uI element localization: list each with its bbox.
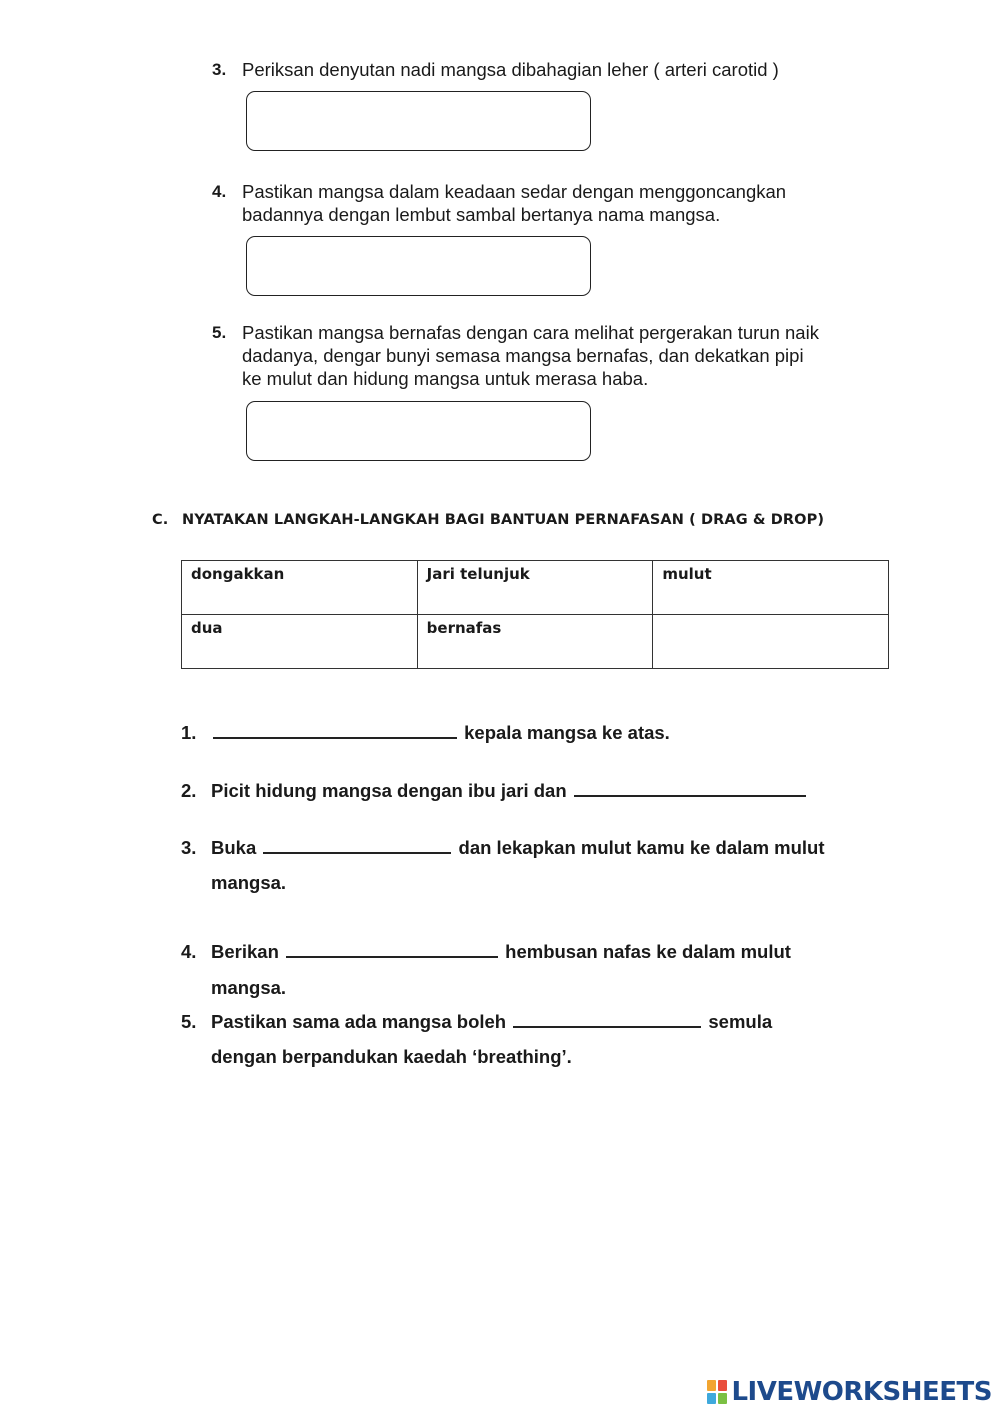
item-text-before: Berikan <box>211 941 279 962</box>
question-4-line-1: Pastikan mangsa dalam keadaan sedar dengan menggoncangkan <box>242 181 787 202</box>
logo-block <box>707 1380 716 1391</box>
word-bank-cell[interactable]: mulut <box>653 561 889 615</box>
logo-block <box>718 1380 727 1391</box>
question-5-text <box>242 321 819 390</box>
question-number: 5. <box>212 323 227 342</box>
question-5 <box>212 323 226 343</box>
item-text-before: Picit hidung mangsa dengan ibu jari dan <box>211 780 567 801</box>
fill-item-4-continuation: mangsa. <box>211 977 287 998</box>
answer-drop-box-5[interactable] <box>246 401 591 461</box>
question-3 <box>212 60 226 80</box>
item-text-after: hembusan nafas ke dalam mulut <box>505 941 791 962</box>
word-bank-cell[interactable]: dua <box>182 615 418 669</box>
item-number: 5. <box>181 1011 197 1032</box>
question-4-text <box>242 180 786 226</box>
logo-text: LIVEWORKSHEETS <box>731 1377 992 1407</box>
item-text-after: semula <box>708 1011 773 1032</box>
answer-drop-box-3[interactable] <box>246 91 591 151</box>
word-bank-table <box>181 560 889 669</box>
item-number: 3. <box>181 837 197 858</box>
section-label: C. <box>152 512 169 528</box>
item-number: 4. <box>181 941 197 962</box>
drop-blank-2[interactable] <box>574 781 806 797</box>
item-number: 1. <box>181 722 197 743</box>
fill-item-5-continuation: dengan berpandukan kaedah ‘breathing’. <box>211 1046 572 1067</box>
word-bank-row <box>182 561 889 615</box>
answer-drop-box-4[interactable] <box>246 236 591 296</box>
question-number: 4. <box>212 182 227 201</box>
fill-item-1 <box>181 722 670 744</box>
word-bank-cell[interactable]: Jari telunjuk <box>417 561 653 615</box>
drop-blank-5[interactable] <box>513 1012 701 1028</box>
logo-block <box>707 1393 716 1404</box>
drop-blank-1[interactable] <box>213 723 457 739</box>
item-text-after: kepala mangsa ke atas. <box>464 722 670 743</box>
item-number: 2. <box>181 780 197 801</box>
item-text-after: dan lekapkan mulut kamu ke dalam mulut <box>458 837 825 858</box>
question-4 <box>212 182 226 202</box>
question-5-line-1: Pastikan mangsa bernafas dengan cara melihat pergerakan turun naik <box>242 322 819 343</box>
section-c-heading <box>152 512 824 528</box>
question-5-line-2: dadanya, dengar bunyi semasa mangsa bernafas, dan dekatkan pipi <box>242 345 804 366</box>
liveworksheets-logo-icon <box>707 1380 727 1404</box>
word-bank-cell-empty <box>653 615 889 669</box>
fill-item-2 <box>181 780 808 802</box>
word-bank-cell[interactable]: bernafas <box>417 615 653 669</box>
item-text-before: Pastikan sama ada mangsa boleh <box>211 1011 507 1032</box>
word-bank-row <box>182 615 889 669</box>
item-text-before: Buka <box>211 837 257 858</box>
section-title: NYATAKAN LANGKAH-LANGKAH BAGI BANTUAN PERNAFASAN ( DRAG & DROP) <box>182 512 825 528</box>
fill-item-4 <box>181 941 791 963</box>
fill-item-3 <box>181 837 825 859</box>
drop-blank-4[interactable] <box>286 942 498 958</box>
liveworksheets-logo <box>707 1377 992 1407</box>
question-5-line-3: ke mulut dan hidung mangsa untuk merasa haba. <box>242 368 649 389</box>
logo-block <box>718 1393 727 1404</box>
question-4-line-2: badannya dengan lembut sambal bertanya nama mangsa. <box>242 204 721 225</box>
drop-blank-3[interactable] <box>263 838 451 854</box>
fill-item-3-continuation: mangsa. <box>211 872 287 893</box>
question-number: 3. <box>212 60 227 79</box>
fill-item-5 <box>181 1011 772 1033</box>
word-bank-cell[interactable]: dongakkan <box>182 561 418 615</box>
question-3-text: Periksan denyutan nadi mangsa dibahagian leher ( arteri carotid ) <box>242 59 779 80</box>
